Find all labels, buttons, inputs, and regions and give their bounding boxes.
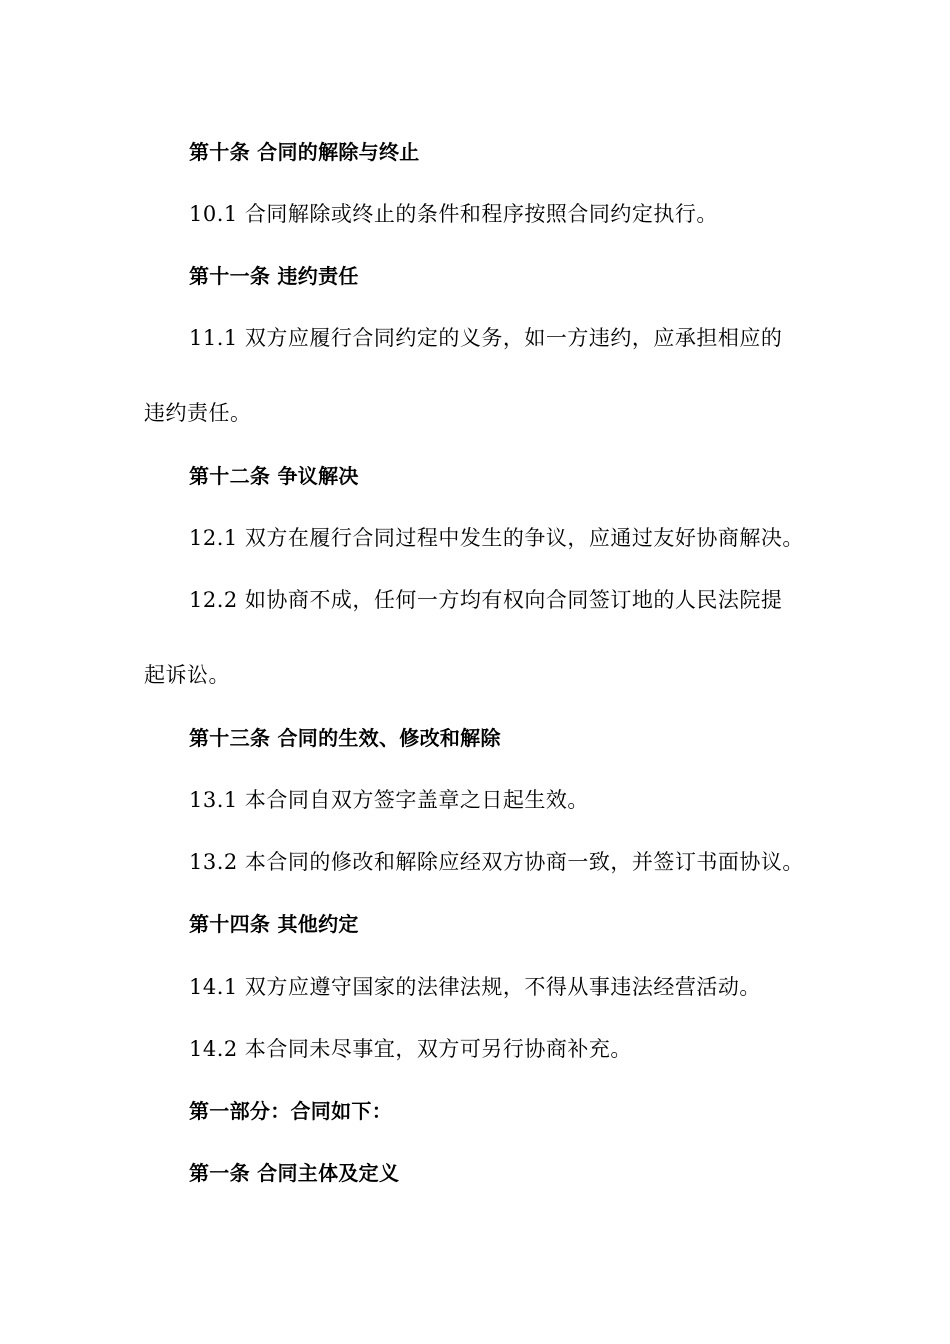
section-heading-14: 第十四条 其他约定 (189, 912, 359, 936)
clause-12-2: 12.2 如协商不成，任何一方均有权向合同签订地的人民法院提 (189, 588, 783, 612)
clause-14-2: 14.2 本合同未尽事宜，双方可另行协商补充。 (189, 1037, 632, 1061)
section-heading-11: 第十一条 违约责任 (189, 264, 359, 288)
section-heading-10: 第十条 合同的解除与终止 (189, 140, 420, 164)
clause-13-1: 13.1 本合同自双方签字盖章之日起生效。 (189, 788, 589, 812)
clause-13-2: 13.2 本合同的修改和解除应经双方协商一致，并签订书面协议。 (189, 850, 804, 874)
clause-14-1: 14.1 双方应遵守国家的法律法规，不得从事违法经营活动。 (189, 975, 761, 999)
section-heading-1: 第一条 合同主体及定义 (189, 1161, 400, 1185)
clause-11-1: 11.1 双方应履行合同约定的义务，如一方违约，应承担相应的 (189, 326, 783, 350)
clause-12-1: 12.1 双方在履行合同过程中发生的争议，应通过友好协商解决。 (189, 526, 804, 550)
part-heading-1: 第一部分：合同如下： (189, 1099, 392, 1123)
clause-10-1: 10.1 合同解除或终止的条件和程序按照合同约定执行。 (189, 202, 718, 226)
clause-12-2-continuation: 起诉讼。 (144, 663, 230, 687)
section-heading-12: 第十二条 争议解决 (189, 464, 359, 488)
section-heading-13: 第十三条 合同的生效、修改和解除 (189, 726, 501, 750)
clause-11-1-continuation: 违约责任。 (144, 401, 252, 425)
